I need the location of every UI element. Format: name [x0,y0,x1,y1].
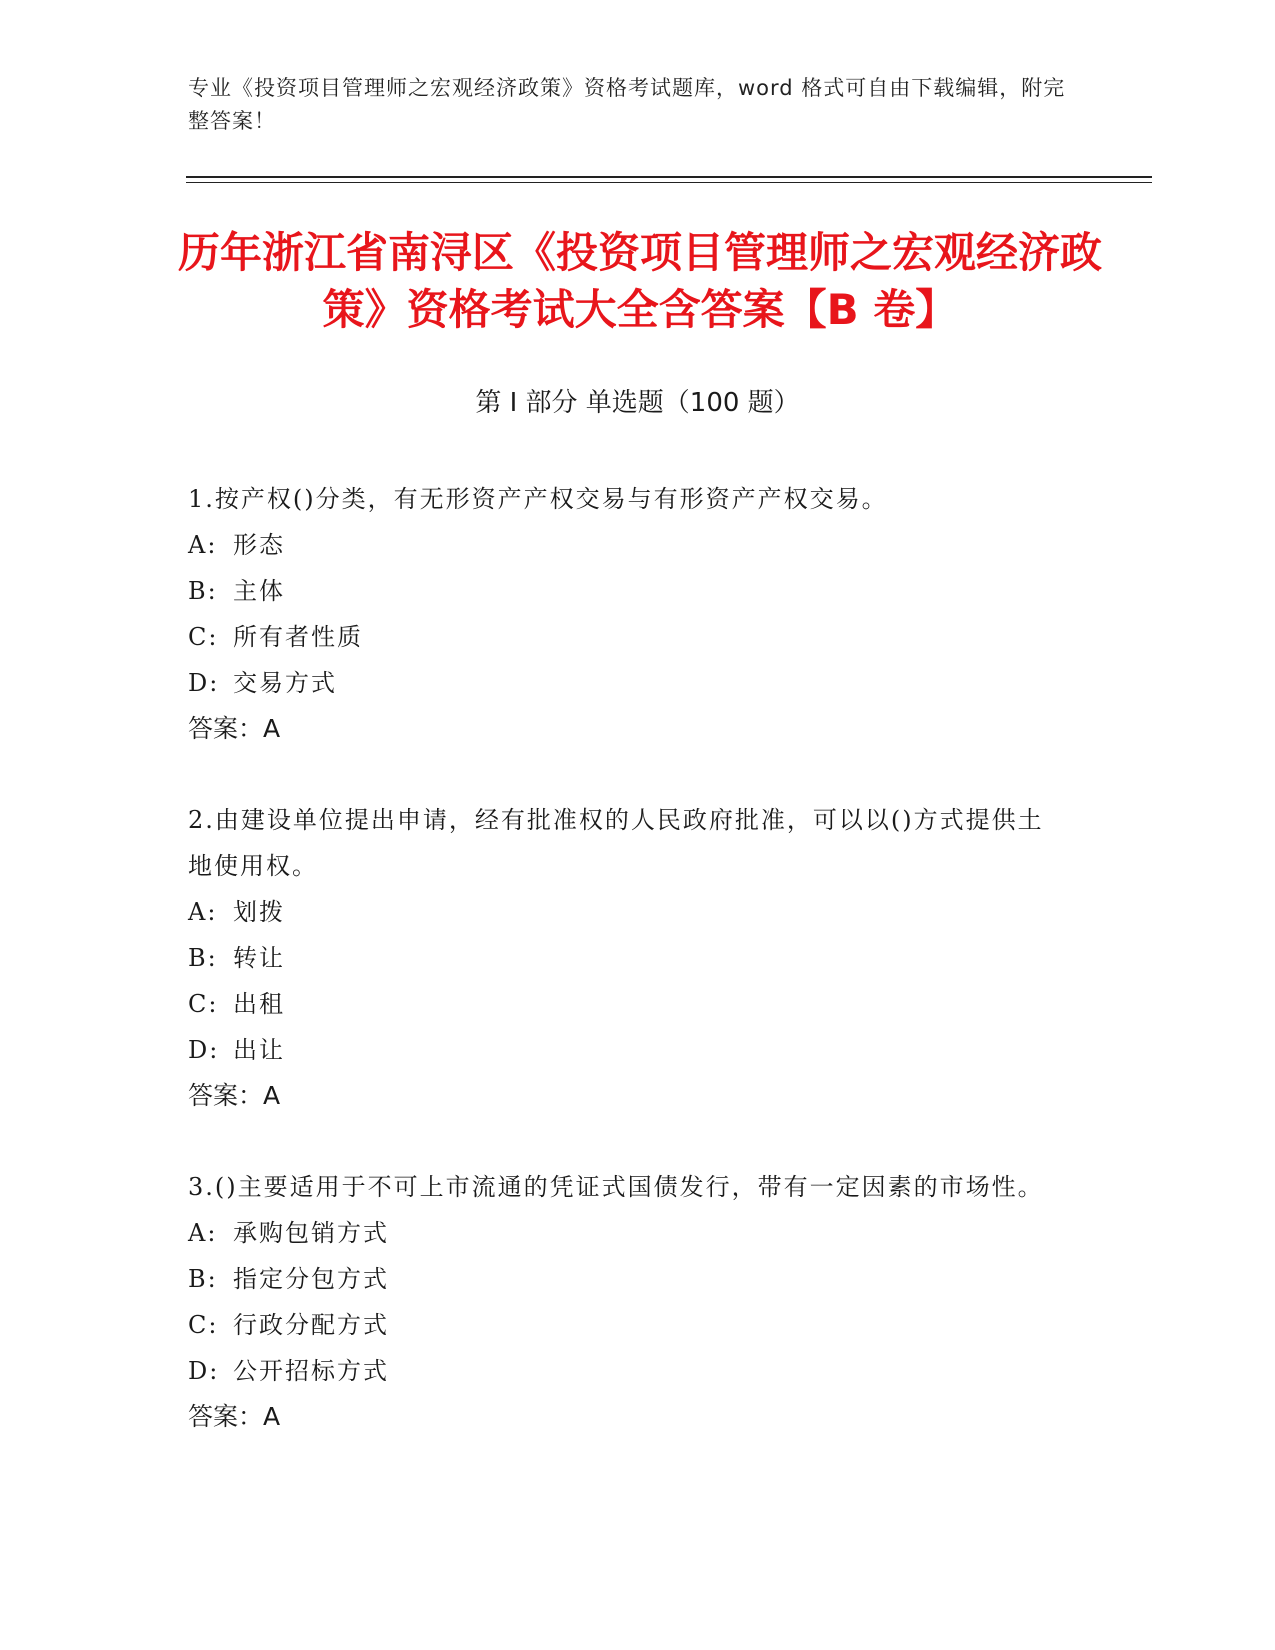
option-letter: D: [188,1357,220,1385]
header-note: 专业《投资项目管理师之宏观经济政策》资格考试题库，word 格式可自由下载编辑，附完整答案！ [188,76,1066,133]
option-letter: D: [188,1036,220,1064]
option-c [188,614,1068,660]
option-letter: A: [188,531,218,559]
question-2 [188,797,1068,1119]
document-title: 历年浙江省南浔区《投资项目管理师之宏观经济政策》资格考试大全含答案【B 卷】 [177,228,1102,334]
option-text: 出让 [233,1036,285,1064]
option-text: 形态 [233,531,285,559]
question-stem: 1.按产权()分类，有无形资产产权交易与有形资产产权交易。 [188,485,888,513]
option-text: 所有者性质 [233,623,363,651]
option-letter: B: [188,1265,218,1293]
question-stem: 2.由建设单位提出申请，经有批准权的人民政府批准，可以以()方式提供土地使用权。 [188,806,1044,880]
option-d [188,660,1068,706]
option-text: 交易方式 [233,669,337,697]
option-text: 公开招标方式 [233,1357,389,1385]
option-text: 指定分包方式 [233,1265,389,1293]
answer-line: 答案：A [188,1402,281,1431]
option-c [188,981,1068,1027]
answer-line: 答案：A [188,1081,281,1110]
option-text: 划拨 [233,898,285,926]
option-letter: A: [188,1219,218,1247]
option-d [188,1348,1068,1394]
option-letter: B: [188,944,218,972]
option-letter: C: [188,990,219,1018]
header-rule-thick [186,176,1152,178]
option-text: 主体 [233,577,285,605]
option-letter: C: [188,1311,219,1339]
option-letter: A: [188,898,218,926]
question-list [188,476,1068,1485]
option-text: 行政分配方式 [233,1311,389,1339]
section-title: 第 I 部分 单选题（100 题） [475,388,800,418]
option-text: 转让 [233,944,285,972]
option-c [188,1302,1068,1348]
option-a [188,522,1068,568]
header-rule-thin [186,182,1152,183]
answer-line: 答案：A [188,714,281,743]
option-text: 承购包销方式 [233,1219,389,1247]
option-b [188,568,1068,614]
option-d [188,1027,1068,1073]
question-3 [188,1164,1068,1440]
option-a [188,889,1068,935]
option-text: 出租 [233,990,285,1018]
question-1 [188,476,1068,752]
option-letter: B: [188,577,218,605]
option-letter: D: [188,669,220,697]
option-letter: C: [188,623,219,651]
option-b [188,935,1068,981]
option-a [188,1210,1068,1256]
question-stem: 3.()主要适用于不可上市流通的凭证式国债发行，带有一定因素的市场性。 [188,1173,1044,1201]
option-b [188,1256,1068,1302]
